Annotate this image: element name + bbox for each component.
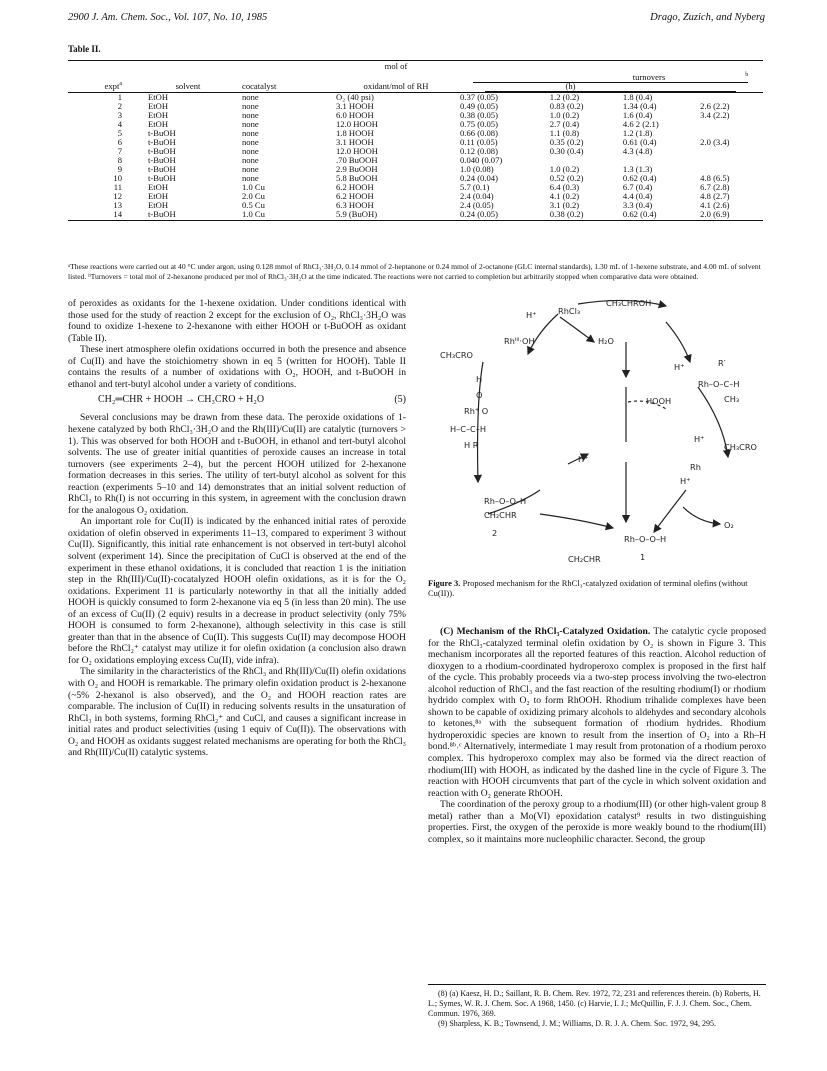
table-cell: 1.0 (0.08) <box>460 164 494 175</box>
table-cell: 0.66 (0.08) <box>460 128 498 139</box>
fig-label: H⁺ <box>578 454 589 464</box>
fig-label: CH₂CHR <box>484 510 517 520</box>
fig-label: CH₃CHROH <box>606 298 652 308</box>
table-cell: 3.1 HOOH <box>336 101 374 112</box>
table-cell: 0.38 (0.2) <box>548 210 621 221</box>
figure-caption <box>428 578 766 598</box>
mechanism-diagram <box>428 292 766 574</box>
table-cell: 5.8 BuOOH <box>336 173 378 184</box>
left-column <box>68 298 406 759</box>
paragraph: (C) Mechanism of the RhCl₃-Catalyzed Oxidation. The catalytic cycle proposed for the RhCl₃-catalyzed terminal olefin oxidation by O₂ is shown in Figure 3. This mechanism incorporates all the reported features of this reaction. Alcohol reduction of dioxygen to a rhodium-coordinated hydroperoxo complex is proposed in the first half of the cycle. This probably proceeds via a two-step process involving the two-electron alcohol reduction of RhCl₃ and the fast reaction of the resulting rhodium(I) or rhodium hydrido complex with O₂ to form RhOOH. Rhodium trihalide complexes have been shown to be capable of oxidizing primary alcohols to aldehydes and secondary alcohols to ketones,⁸ᵃ with the subsequent formation of rhodium hydrides. Rhodium hydroperoxidic species are known to result from the insertion of O₂ into a Rh–H bond.⁸ᵇ˒ᶜ Alternatively, intermediate 1 may result from protonation of a rhodium peroxo complex. This hydroperoxo complex may also be formed via the direct reaction of rhodium(III) with HOOH, as indicated by the dashed line in the cycle of Figure 3. The reaction with HOOH circumvents that part of the cycle in which solvent oxidation and reaction with O₂ generate RhOOH. <box>428 626 766 799</box>
section-heading: (C) Mechanism of the RhCl₃-Catalyzed Oxidation. <box>440 626 651 637</box>
table-cell: 0.24 (0.05) <box>458 210 548 221</box>
table-cell: EtOH <box>148 191 169 202</box>
table-cell: none <box>242 119 259 130</box>
table-row <box>68 192 763 201</box>
authors: Drago, Zuzich, and Nyberg <box>650 12 765 23</box>
fig-label: Rh–O–O–H <box>484 496 527 506</box>
table-cell: 4.6 2 (2.1) <box>622 119 659 130</box>
table-cell: 0.12 (0.08) <box>460 146 498 157</box>
table-cell: 6.7 (0.4) <box>622 182 653 193</box>
table-cell: 1.8 HOOH <box>336 128 374 139</box>
table-cell: 0.38 (0.05) <box>460 110 498 121</box>
table-cell: 1 <box>117 92 122 103</box>
paragraph: These inert atmosphere olefin oxidations occurred in both the presence and absence of Cu(II) and have the stoichiometry shown in eq 5 (written for HOOH). Table II contains the results of a number of oxidations with O₂, HOOH, and t-BuOOH in ethanol and tert-butyl alcohol under a variety of conditions. <box>68 344 406 390</box>
col-oxidant-line1: mol of <box>334 61 458 73</box>
table-cell: 10 <box>113 173 122 184</box>
table-cell: 6.7 (2.8) <box>700 182 730 193</box>
equation-number: (5) <box>394 394 406 406</box>
table-cell <box>698 120 763 129</box>
table-cell: 1.2 (0.2) <box>549 92 580 103</box>
table-cell: 5.9 (BuOH) <box>334 210 458 221</box>
reference-8: (8) (a) Kaesz, H. D.; Saillant, R. B. Chem. Rev. 1972, 72, 231 and references therein. (b) Roberts, H. L.; Symes, W. R. J. Chem. Soc. A 1968, 1450. (c) Harvie, I. J.; McQuillin, F. J. J. Chem. Soc., Chem. Commun. 1976, 369. <box>428 989 761 1018</box>
table-cell: 0.30 (0.4) <box>549 146 584 157</box>
table-cell: 12 <box>113 191 122 202</box>
table-cell: 12.0 HOOH <box>336 146 379 157</box>
table-cell <box>698 156 763 165</box>
table-body <box>68 93 763 221</box>
table-cell: none <box>242 155 259 166</box>
table-cell: none <box>242 173 259 184</box>
table-cell: 1.0 (0.2) <box>549 164 580 175</box>
table-cell: 4.1 (2.6) <box>700 200 730 211</box>
table-cell: 14 <box>68 210 130 221</box>
table-cell: 8 <box>117 155 122 166</box>
table-cell: 6.4 (0.3) <box>549 182 580 193</box>
fig-label: CH₂CHR <box>568 554 601 564</box>
table-cell: 2.9 BuOOH <box>336 164 378 175</box>
table-cell: 0.61 (0.4) <box>622 137 657 148</box>
col-cocatalyst-header: cocatalyst <box>230 72 334 93</box>
fig-label: Rh⁺ O <box>464 406 489 416</box>
table-cell: 0.49 (0.05) <box>460 101 498 112</box>
table-cell: 2.0 (3.4) <box>700 137 730 148</box>
fig-label: H⁺ <box>680 476 691 486</box>
table-cell: none <box>242 101 259 112</box>
table-cell: .70 BuOOH <box>336 155 378 166</box>
table-cell: 0.5 Cu <box>242 200 265 211</box>
table-cell: 2.7 (0.4) <box>549 119 580 130</box>
fig-label: 2 <box>492 528 498 538</box>
table-cell: 0.62 (0.4) <box>622 173 657 184</box>
col-oxidant-header: oxidant/mol of RH <box>334 72 458 93</box>
fig-label: O <box>476 390 483 400</box>
table-cell: 0.75 (0.05) <box>460 119 498 130</box>
fig-label: Rh–O–C–H <box>698 379 740 389</box>
journal-citation: 2900 J. Am. Chem. Soc., Vol. 107, No. 10, 1985 <box>68 12 268 23</box>
fig-label: R′ <box>718 358 726 368</box>
fig-label: H⁺ <box>694 434 705 444</box>
table-cell: 0.11 (0.05) <box>460 137 498 148</box>
figure-3-mechanism <box>428 292 766 574</box>
table-cell: 3.1 HOOH <box>336 137 374 148</box>
table-cell: O₂ (40 psi) <box>336 92 374 103</box>
fig-label: H⁺ <box>674 362 685 372</box>
table-cell: none <box>242 92 259 103</box>
fig-label: H–C–C–H <box>450 424 487 434</box>
table-cell: 2.4 (0.04) <box>460 191 494 202</box>
table-cell: 11 <box>113 182 122 193</box>
table-cell: 0.83 (0.2) <box>549 101 584 112</box>
fig-label: H₂O <box>598 336 614 346</box>
table-cell: EtOH <box>148 110 169 121</box>
table-cell: 0.62 (0.4) <box>621 210 698 221</box>
paragraph: of peroxides as oxidants for the 1-hexene oxidation. Under conditions identical with those used for the study of reaction 2 except for the exclusion of O₂, RhCl₃·3H₂O was found to oxidize 1-hexene to 2-hexanone with either HOOH or t-BuOOH as oxidant (Table II). <box>68 298 406 344</box>
table-cell: 3.3 (0.4) <box>622 200 653 211</box>
table-cell: EtOH <box>148 101 169 112</box>
table-cell: 4.3 (4.8) <box>622 146 653 157</box>
table-row <box>68 93 763 103</box>
fig-label: CH₃CRO <box>440 350 474 360</box>
table-cell: none <box>242 128 259 139</box>
table-cell: 1.0 (0.2) <box>549 110 580 121</box>
table-cell: 6.2 HOOH <box>336 191 374 202</box>
table-cell: 0.35 (0.2) <box>549 137 584 148</box>
table-row <box>68 174 763 183</box>
table-cell: t-BuOH <box>130 210 230 221</box>
col-expt <box>68 61 130 73</box>
table-cell: none <box>242 146 259 157</box>
table-cell: 5 <box>117 128 122 139</box>
table-cell: 5.7 (0.1) <box>460 182 490 193</box>
table-cell: 4.8 (2.7) <box>700 191 730 202</box>
equation-5 <box>68 394 406 406</box>
table-cell: none <box>242 110 259 121</box>
table-cell: EtOH <box>148 200 169 211</box>
table-cell: 1.0 Cu <box>230 210 334 221</box>
table-cell: t-BuOH <box>148 173 176 184</box>
table-cell: t-BuOH <box>148 128 176 139</box>
table-cell: 6 <box>117 137 122 148</box>
paragraph: The coordination of the peroxy group to a rhodium(III) (or other high-valent group 8 metal) rather than a Mo(VI) epoxidation catalyst⁹ results in two distinguishing properties. First, the oxygen of the peroxide is more weakly bound to the rhodium(III) complex, so it maintains more nucleophilic character. Second, the group <box>428 799 766 845</box>
table-cell: 1.6 (0.4) <box>622 110 653 121</box>
fig-label: 1 <box>640 552 646 562</box>
fig-label: CH₃CRO <box>724 442 758 452</box>
table-cell: t-BuOH <box>148 155 176 166</box>
col-turnovers-header: turnovers $^b$ (h) <box>458 72 763 93</box>
fig-label: CH₃ <box>724 394 740 404</box>
table-cell: 1.34 (0.4) <box>622 101 657 112</box>
table-cell: t-BuOH <box>148 164 176 175</box>
table-cell: 0.040 (0.07) <box>460 155 503 166</box>
col-expt-header: expt$^a$ <box>68 72 130 93</box>
table-cell: t-BuOH <box>148 146 176 157</box>
col-solvent-header: solvent <box>130 72 230 93</box>
table-cell: 3 <box>117 110 122 121</box>
table-cell: 2.4 (0.05) <box>460 200 494 211</box>
table-cell: 4.4 (0.4) <box>622 191 653 202</box>
references <box>428 984 766 1030</box>
table-row <box>68 183 763 192</box>
table-cell: EtOH <box>148 119 169 130</box>
fig-label: Rhᴵᴵᴵ·OH <box>504 336 535 346</box>
table-cell: 0.24 (0.04) <box>460 173 498 184</box>
table-cell: 2.0 Cu <box>242 191 265 202</box>
table-cell: 6.2 HOOH <box>336 182 374 193</box>
paragraph: Several conclusions may be drawn from these data. The peroxide oxidations of 1-hexene catalyzed by both RhCl₃·3H₂O and the Rh(III)/Cu(II) are catalytic (turnovers > 1). This was observed for both HOOH and t-BuOOH, in ethanol and tert-butyl alcohol solvents. The use of greater initial quantities of peroxide causes an increase in total turnovers (see experiments 2–4), but the percent HOOH utilized for 2-hexanone formation decreases in this series. The utility of tert-butyl alcohol as solvent for this reaction (experiments 5–10 and 14) demonstrates that an initial solvent reduction of RhCl₃ to Rh(I) is not occurring in this system, in agreement with the conclusion drawn for the analogous O₂ oxidation. <box>68 412 406 516</box>
fig-label: O₂ <box>724 520 734 530</box>
table-cell <box>698 147 763 156</box>
fig-label: H <box>476 374 483 384</box>
table-cell: 0.37 (0.05) <box>460 92 498 103</box>
table-cell: t-BuOH <box>148 137 176 148</box>
fig-label: Rh <box>690 462 701 472</box>
table-cell: none <box>242 137 259 148</box>
reference-9: (9) Sharpless, K. B.; Townsend, J. M.; Williams, D. R. J. A. Chem. Soc. 1972, 94, 295. <box>438 1019 716 1029</box>
fig-label: H⁺ <box>526 310 537 320</box>
table-cell: 0.52 (0.2) <box>549 173 584 184</box>
table-cell: 1.1 (0.8) <box>549 128 580 139</box>
paragraph: An important role for Cu(II) is indicated by the enhanced initial rates of peroxide oxidation of olefin observed in experiments 11–13, compared to experiment 3 without Cu(II). Significantly, this initial rate enhancement is not observed in tert-butyl alcohol solvent (experiment 14). Since the precipitation of CuCl is observed at the end of the experiment in these ethanol oxidations, it is concluded that reaction 1 is the initiation step in the Rh(III)/Cu(II)-cocatalyzed HOOH olefin oxidations, as it is for the O₂ oxidations. Experiment 11 is particularly noteworthy in that all the initially added HOOH is quickly consumed to form 2-hexanone via eq 5 (in less than 20 min). The use of an excess of Cu(II) (2 equiv) results in a decrease in product selectivity (only 75% HOOH is consumed to form 2-hexanone), although selectivity in this case is still greater than that in the absence of Cu(II). This suggests Cu(II) may decompose HOOH before the RhCl₂⁺ catalyst may utilize it for olefin oxidation (a conclusion also drawn for O₂ oxidations employing excess Cu(II), vide infra). <box>68 516 406 666</box>
table-cell: none <box>242 164 259 175</box>
table-cell: 2 <box>117 101 122 112</box>
table-cell: 2.6 (2.2) <box>700 101 730 112</box>
table-cell: 1.8 (0.4) <box>622 92 653 103</box>
table-cell: 6.3 HOOH <box>336 200 374 211</box>
equation-text: CH₂═CHR + HOOH → CH₃CRO + H₂O <box>98 394 265 406</box>
table-ii <box>68 60 763 221</box>
figure-caption-text: Proposed mechanism for the RhCl₃-catalyzed oxidation of terminal olefins (without Cu(II)). <box>428 578 748 599</box>
figure-label: Figure 3. <box>428 578 461 588</box>
fig-label: H R <box>464 440 479 450</box>
table-cell: 12.0 HOOH <box>336 119 379 130</box>
table-cell: 4.8 (6.5) <box>700 173 730 184</box>
table-cell: 1.2 (1.8) <box>622 128 653 139</box>
right-column <box>428 626 766 845</box>
table-cell: 9 <box>117 164 122 175</box>
table-cell: 4.1 (0.2) <box>549 191 580 202</box>
table-row <box>68 102 763 111</box>
table-footnote: ᵃThese reactions were carried out at 40 °C under argon, using 0.128 mmol of RhCl₃·3H₂O, 0.14 mmol of 2-heptanone or 0.24 mmol of 2-octanone (GLC internal standards), 1.30 mL of 1-hexene substrate, and 4.00 mL of solvent listed. ᵇTurnovers = total mol of 2-hexanone produced per mol of RhCl₃·3H₂O at the time indicated. The reactions were not carried to completion but arbitrarily stopped when comparative data were obtained. <box>68 262 761 281</box>
table-title: Table II. <box>68 44 101 54</box>
table-cell: 2.0 (6.9) <box>698 210 763 221</box>
table-row <box>68 210 763 221</box>
table-cell: 3.1 (0.2) <box>549 200 580 211</box>
table-cell: 7 <box>117 146 122 157</box>
fig-label: Rh–O–O–H <box>624 534 667 544</box>
fig-label: RhCl₃ <box>558 306 581 316</box>
paragraph: The similarity in the characteristics of the RhCl₃ and Rh(III)/Cu(II) olefin oxidations with O₂ and HOOH is remarkable. The primary olefin oxidation product is 2-hexanone (~5% 2-hexanol is also observed), and the O₂ and HOOH reaction rates are comparable. The inclusion of Cu(II) in reducing solvents results in the unsaturation of RhCl₃ in both systems, forming RhCl₂⁺ and CuCl, and causes a significant increase in initial rates and product selectivities (using 1 equiv of Cu(II)). The observations with O₂ and HOOH as oxidants suggest related mechanisms are operating for both the RhCl₃ and Rh(III)/Cu(II) catalytic systems. <box>68 666 406 759</box>
table-cell: 4 <box>117 119 122 130</box>
table-cell: 1.0 Cu <box>242 182 265 193</box>
table-cell: 13 <box>113 200 122 211</box>
table-cell: 6.0 HOOH <box>336 110 374 121</box>
table-cell: EtOH <box>148 92 169 103</box>
table-cell: 3.4 (2.2) <box>700 110 730 121</box>
table-cell: 1.3 (1.3) <box>622 164 653 175</box>
table-cell: EtOH <box>148 182 169 193</box>
fig-label: HOOH <box>646 396 672 406</box>
